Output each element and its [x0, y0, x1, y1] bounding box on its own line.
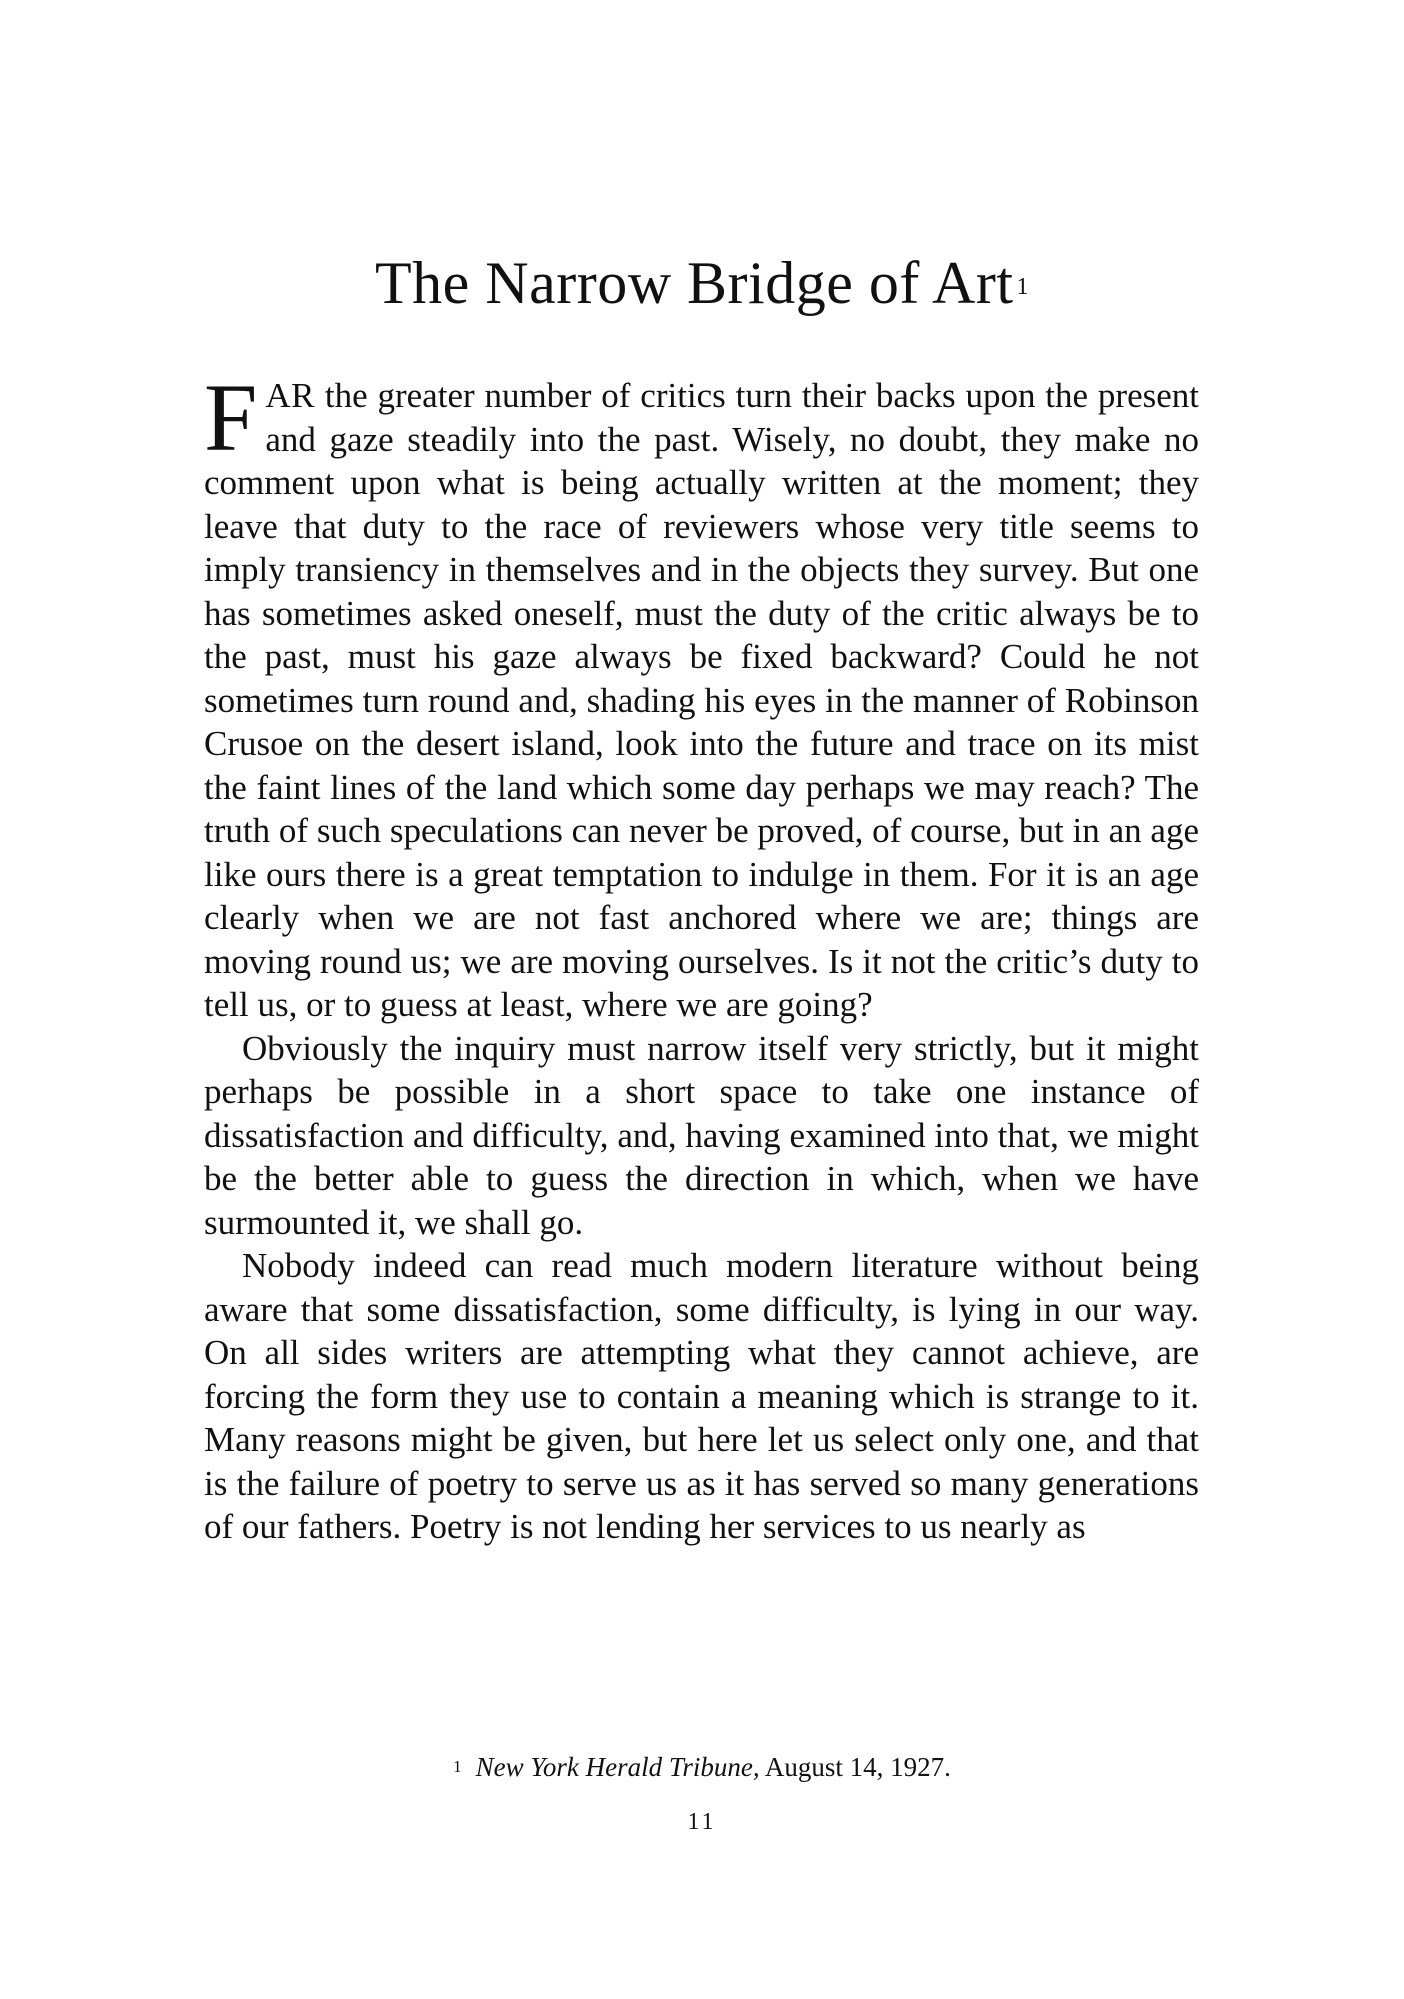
first-word-rest: AR [265, 376, 316, 415]
chapter-title [0, 248, 1404, 318]
paragraph-3: Nobody indeed can read much modern literature without being aware that some dissatisfaction, some difficulty, is lying in our way. On all sides writers are attempting what they cannot achieve, are forcing the form they use to contain a meaning which is strange to it. Many reasons might be given, but here let us select only one, and that is the failure of poetry to serve us as it has served so many generations of our fathers. Poetry is not lending her services to us nearly as [204, 1246, 1199, 1546]
drop-cap: F [204, 364, 258, 471]
chapter-title-text: The Narrow Bridge of Art [375, 250, 1014, 316]
footnote-source: New York Herald Tribune, [475, 1752, 760, 1782]
body-text [204, 364, 1199, 1549]
title-footnote-marker: 1 [1016, 274, 1029, 300]
paragraph-1-text: the greater number of critics turn their backs upon the present and gaze steadily into the past. Wisely, no doubt, they make no comment upon what is being actually written at the moment; they leave that duty to the race of reviewers whose very title seems to imply transiency in themselves and in the objects they survey. But one has sometimes asked oneself, must the duty of the critic always be to the past, must his gaze always be fixed backward? Could he not sometimes turn round and, shading his eyes in the manner of Robinson Crusoe on the desert island, look into the future and trace on its mist the faint lines of the land which some day perhaps we may reach? The truth of such speculations can never be proved, of course, but in an age like ours there is a great temptation to indulge in them. For it is an age clearly when we are not fast anchored where we are; things are moving round us; we are moving ourselves. Is it not the critic’s duty to tell us, or to guess at least, where we are going? [204, 376, 1199, 1024]
footnote-date: August 14, 1927. [764, 1752, 951, 1782]
page-number: 11 [687, 1809, 717, 1835]
footnote [0, 1750, 1404, 1784]
paragraph-1 [204, 364, 1199, 1027]
paragraph-2: Obviously the inquiry must narrow itself very strictly, but it might perhaps be possible in a short space to take one instance of dissatisfaction and difficulty, and, having examined into that, we might be the better able to guess the direction in which, when we have surmounted it, we shall go. [204, 1028, 1199, 1242]
footnote-marker: 1 [453, 1757, 462, 1776]
